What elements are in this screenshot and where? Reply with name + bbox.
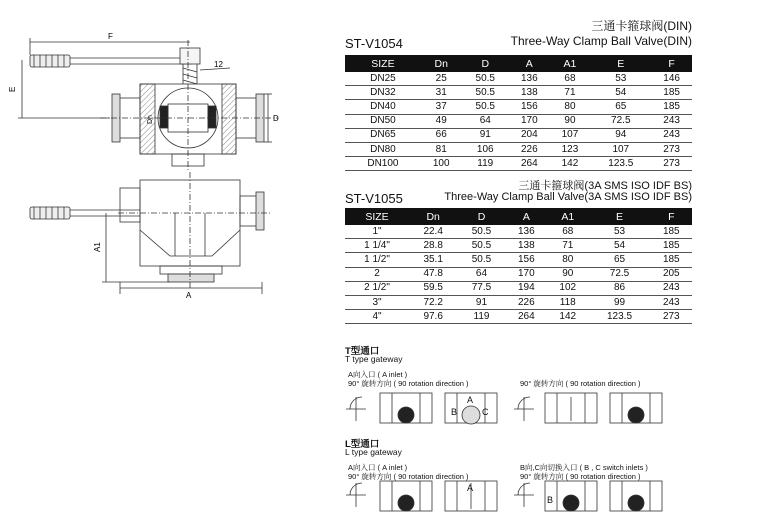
table-cell: 91 bbox=[462, 128, 509, 142]
table-cell: 273 bbox=[651, 310, 692, 324]
table-cell: 170 bbox=[506, 267, 547, 281]
v1054-table-body bbox=[345, 72, 692, 171]
table-cell: 136 bbox=[506, 225, 547, 239]
rotation-arrow-icon bbox=[346, 483, 366, 507]
dim-F-label: F bbox=[108, 32, 113, 41]
table-cell: 185 bbox=[651, 225, 692, 239]
col-size: SIZE bbox=[345, 208, 409, 225]
table-cell: 71 bbox=[550, 86, 591, 100]
table-cell: 119 bbox=[462, 157, 509, 171]
l-gateway-title-en: L type gateway bbox=[345, 447, 402, 457]
table-cell: 100 bbox=[421, 157, 462, 171]
table-cell: 1" bbox=[345, 225, 409, 239]
table-cell: 123.5 bbox=[588, 310, 650, 324]
col-d: D bbox=[457, 208, 505, 225]
t-rotation-right: 90° 旋转方向 ( 90 rotation direction ) bbox=[520, 379, 641, 388]
table-cell: 91 bbox=[457, 295, 505, 309]
table-cell: 72.5 bbox=[590, 114, 651, 128]
table-cell: 65 bbox=[588, 253, 650, 267]
table-cell: 2 bbox=[345, 267, 409, 281]
t-rotation-left: 90° 旋转方向 ( 90 rotation direction ) bbox=[348, 379, 469, 388]
col-dn: Dn bbox=[409, 208, 457, 225]
table-cell: 194 bbox=[506, 281, 547, 295]
table-cell: 264 bbox=[506, 310, 547, 324]
t-port-B: B bbox=[451, 407, 458, 417]
dim-A1-label: A1 bbox=[93, 242, 102, 252]
table-cell: DN50 bbox=[345, 114, 421, 128]
l-rotation-right: 90° 旋转方向 ( 90 rotation direction ) bbox=[520, 472, 641, 481]
table-cell: 119 bbox=[457, 310, 505, 324]
col-a: A bbox=[506, 208, 547, 225]
table-cell: 118 bbox=[547, 295, 588, 309]
table-cell: 35.1 bbox=[409, 253, 457, 267]
v1055-title-en: Three-Way Clamp Ball Valve(3A SMS ISO IDF BS) bbox=[444, 191, 692, 203]
gateway-diagrams bbox=[340, 385, 720, 515]
table-cell: 28.8 bbox=[409, 239, 457, 253]
table-cell: 243 bbox=[651, 114, 692, 128]
table-cell: 72.2 bbox=[409, 295, 457, 309]
table-cell: 80 bbox=[547, 253, 588, 267]
table-cell: 185 bbox=[651, 253, 692, 267]
table-cell: 142 bbox=[547, 310, 588, 324]
table-cell: 64 bbox=[462, 114, 509, 128]
table-row bbox=[345, 86, 692, 100]
table-cell: 3" bbox=[345, 295, 409, 309]
dim-12-label: 12 bbox=[214, 60, 223, 69]
table-cell: 123.5 bbox=[590, 157, 651, 171]
table-cell: 94 bbox=[590, 128, 651, 142]
dim-Dn-label: Dn bbox=[147, 115, 154, 124]
table-cell: 146 bbox=[651, 72, 692, 86]
v1055-spec-table bbox=[345, 208, 692, 324]
table-cell: 50.5 bbox=[457, 225, 505, 239]
v1055-header-row bbox=[345, 208, 692, 225]
table-cell: 65 bbox=[590, 100, 651, 114]
table-cell: 53 bbox=[590, 72, 651, 86]
v1054-title-cn: 三通卡箍球阀(DIN) bbox=[591, 19, 692, 33]
col-f: F bbox=[651, 208, 692, 225]
col-e: E bbox=[590, 55, 651, 72]
table-cell: 273 bbox=[651, 142, 692, 156]
table-cell: 138 bbox=[506, 239, 547, 253]
table-cell: 64 bbox=[457, 267, 505, 281]
table-cell: 22.4 bbox=[409, 225, 457, 239]
t-inlet-label: A向入口 ( A inlet ) bbox=[348, 370, 408, 379]
table-row bbox=[345, 72, 692, 86]
l-inlet-label: A向入口 ( A inlet ) bbox=[348, 463, 408, 472]
table-cell: 136 bbox=[509, 72, 550, 86]
table-cell: 31 bbox=[421, 86, 462, 100]
table-cell: 50.5 bbox=[462, 100, 509, 114]
table-row bbox=[345, 100, 692, 114]
table-row bbox=[345, 310, 692, 324]
table-cell: 49 bbox=[421, 114, 462, 128]
table-cell: 243 bbox=[651, 281, 692, 295]
v1054-spec-table bbox=[345, 55, 692, 171]
table-cell: 50.5 bbox=[462, 72, 509, 86]
table-cell: 170 bbox=[509, 114, 550, 128]
table-cell: 80 bbox=[550, 100, 591, 114]
dim-E-label: E bbox=[8, 86, 17, 92]
table-cell: 185 bbox=[651, 100, 692, 114]
table-cell: DN65 bbox=[345, 128, 421, 142]
table-cell: 273 bbox=[651, 157, 692, 171]
l-rotation-left: 90° 旋转方向 ( 90 rotation direction ) bbox=[348, 472, 469, 481]
table-cell: 68 bbox=[547, 225, 588, 239]
rotation-arrow-icon bbox=[346, 397, 366, 421]
table-cell: 86 bbox=[588, 281, 650, 295]
v1055-table-body bbox=[345, 225, 692, 324]
v1054-model: ST-V1054 bbox=[345, 36, 403, 51]
table-cell: 54 bbox=[588, 239, 650, 253]
table-cell: 50.5 bbox=[462, 86, 509, 100]
table-cell: 25 bbox=[421, 72, 462, 86]
valve-technical-drawing bbox=[0, 0, 340, 340]
table-cell: 243 bbox=[651, 295, 692, 309]
table-cell: 156 bbox=[506, 253, 547, 267]
table-row bbox=[345, 114, 692, 128]
table-row bbox=[345, 253, 692, 267]
table-cell: 185 bbox=[651, 239, 692, 253]
table-cell: 68 bbox=[550, 72, 591, 86]
table-row bbox=[345, 225, 692, 239]
table-cell: DN32 bbox=[345, 86, 421, 100]
table-cell: 54 bbox=[590, 86, 651, 100]
col-d: D bbox=[462, 55, 509, 72]
rotation-arrow-icon bbox=[514, 483, 534, 507]
table-cell: 123 bbox=[550, 142, 591, 156]
t-gateway-title-en: T type gateway bbox=[345, 354, 403, 364]
v1054-header-row bbox=[345, 55, 692, 72]
table-cell: 156 bbox=[509, 100, 550, 114]
table-cell: 102 bbox=[547, 281, 588, 295]
table-row bbox=[345, 157, 692, 171]
t-port-C: C bbox=[482, 407, 489, 417]
table-cell: 72.5 bbox=[588, 267, 650, 281]
table-row bbox=[345, 239, 692, 253]
table-cell: DN80 bbox=[345, 142, 421, 156]
table-cell: 264 bbox=[509, 157, 550, 171]
table-cell: 142 bbox=[550, 157, 591, 171]
table-cell: 226 bbox=[509, 142, 550, 156]
dim-D-label: D bbox=[273, 114, 279, 123]
table-cell: 90 bbox=[550, 114, 591, 128]
table-cell: 50.5 bbox=[457, 239, 505, 253]
v1055-title-cn: 三通卡箍球阀(3A SMS ISO IDF BS) bbox=[518, 180, 692, 192]
table-cell: 53 bbox=[588, 225, 650, 239]
l-switch-inlets: B向,C向切换入口 ( B , C switch inlets ) bbox=[520, 463, 648, 472]
table-cell: DN25 bbox=[345, 72, 421, 86]
t-gateway-title-cn: T型通口 bbox=[345, 346, 380, 357]
table-cell: 138 bbox=[509, 86, 550, 100]
table-cell: 107 bbox=[550, 128, 591, 142]
dim-A-label: A bbox=[186, 291, 192, 300]
table-row bbox=[345, 295, 692, 309]
l-port-B: B bbox=[547, 495, 554, 505]
col-f: F bbox=[651, 55, 692, 72]
table-cell: 205 bbox=[651, 267, 692, 281]
table-cell: 47.8 bbox=[409, 267, 457, 281]
v1054-title-en: Three-Way Clamp Ball Valve(DIN) bbox=[510, 34, 692, 48]
col-a: A bbox=[509, 55, 550, 72]
table-cell: DN40 bbox=[345, 100, 421, 114]
table-cell: 99 bbox=[588, 295, 650, 309]
table-row bbox=[345, 267, 692, 281]
table-cell: 106 bbox=[462, 142, 509, 156]
col-size: SIZE bbox=[345, 55, 421, 72]
col-dn: Dn bbox=[421, 55, 462, 72]
table-row bbox=[345, 142, 692, 156]
table-row bbox=[345, 128, 692, 142]
table-cell: 2 1/2" bbox=[345, 281, 409, 295]
table-cell: 81 bbox=[421, 142, 462, 156]
table-cell: 50.5 bbox=[457, 253, 505, 267]
table-cell: 226 bbox=[506, 295, 547, 309]
table-cell: 185 bbox=[651, 86, 692, 100]
table-cell: DN100 bbox=[345, 157, 421, 171]
table-cell: 107 bbox=[590, 142, 651, 156]
rotation-arrow-icon bbox=[514, 397, 534, 421]
table-cell: 77.5 bbox=[457, 281, 505, 295]
table-cell: 71 bbox=[547, 239, 588, 253]
col-a1: A1 bbox=[547, 208, 588, 225]
table-cell: 66 bbox=[421, 128, 462, 142]
col-e: E bbox=[588, 208, 650, 225]
table-cell: 1 1/4" bbox=[345, 239, 409, 253]
table-cell: 1 1/2" bbox=[345, 253, 409, 267]
table-cell: 37 bbox=[421, 100, 462, 114]
col-a1: A1 bbox=[550, 55, 591, 72]
table-cell: 97.6 bbox=[409, 310, 457, 324]
table-cell: 204 bbox=[509, 128, 550, 142]
table-row bbox=[345, 281, 692, 295]
l-port-A: A bbox=[467, 483, 474, 493]
table-cell: 90 bbox=[547, 267, 588, 281]
table-cell: 59.5 bbox=[409, 281, 457, 295]
t-port-A: A bbox=[467, 395, 474, 405]
table-cell: 243 bbox=[651, 128, 692, 142]
l-gateway-title-cn: L型通口 bbox=[345, 439, 380, 450]
v1055-model: ST-V1055 bbox=[345, 191, 403, 206]
table-cell: 4" bbox=[345, 310, 409, 324]
